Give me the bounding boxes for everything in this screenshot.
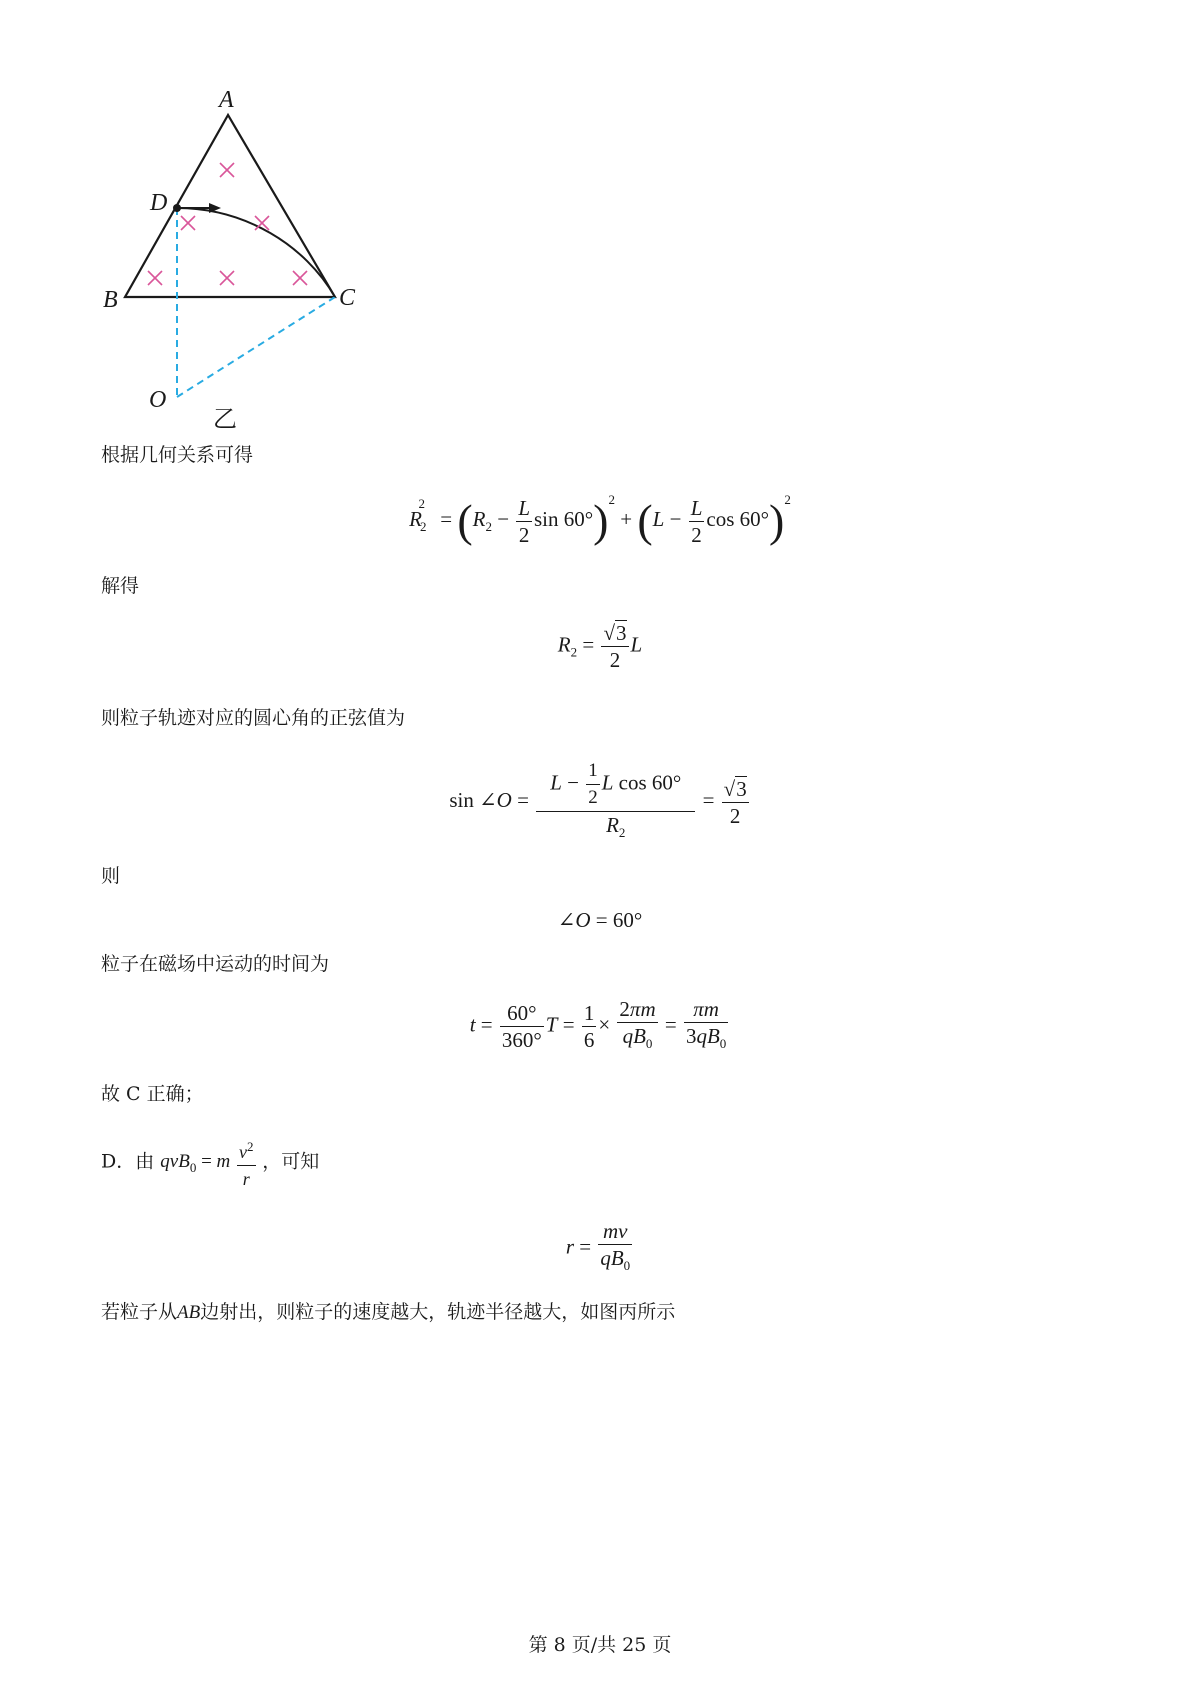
paragraph-7-prefix: D．由 bbox=[101, 1150, 155, 1173]
paragraph-4: 则 bbox=[101, 865, 121, 887]
paragraph-1: 根据几何关系可得 bbox=[101, 444, 254, 466]
equation-time: t = $\frac{60^\circ}{360^\circ}$ T = $\frac{1}{6}$ × $\frac{2\pi m}{qB_0}$ = $\frac{\pi m}{3qB_0}$ bbox=[469, 997, 727, 1053]
field-mark bbox=[148, 271, 162, 285]
dashed-line-oc bbox=[177, 297, 335, 397]
paragraph-8-post: 边射出，则粒子的速度越大，轨迹半径越大，如图丙所示 bbox=[200, 1301, 676, 1323]
equation-r2-value: $R_2$ = $\frac{√3}{2}$ L bbox=[557, 621, 643, 672]
field-mark bbox=[293, 271, 307, 285]
label-o: O bbox=[149, 387, 167, 413]
page-number: 第 8 页/共 25 页 bbox=[528, 1634, 672, 1656]
paragraph-3: 则粒子轨迹对应的圆心角的正弦值为 bbox=[101, 707, 406, 729]
paragraph-8 bbox=[101, 1300, 675, 1325]
paragraph-5: 粒子在磁场中运动的时间为 bbox=[101, 953, 330, 975]
label-c: C bbox=[339, 285, 356, 311]
paragraph-8-pre: 若粒子从 bbox=[101, 1301, 178, 1323]
field-marks bbox=[148, 163, 307, 285]
label-d: D bbox=[150, 190, 168, 216]
figure-caption: 乙 bbox=[213, 405, 237, 433]
equation-angle-o: ∠O = 60° bbox=[557, 908, 643, 932]
equation-radius: r = $\frac{mv}{qB_0}$ bbox=[565, 1219, 631, 1274]
equation-r2-squared: $R_2^2 = (R_2$ − $\frac{L}{2}$ sin 60°)$^2$ + (L − $\frac{L}{2}$ cos 60°)$^2$ bbox=[409, 492, 791, 547]
field-mark bbox=[220, 163, 234, 177]
figure-triangle-diagram bbox=[95, 85, 395, 435]
label-b: B bbox=[103, 287, 118, 313]
field-mark bbox=[220, 271, 234, 285]
paragraph-2: 解得 bbox=[101, 575, 140, 597]
paragraph-7-suffix: ，可知 bbox=[262, 1150, 320, 1173]
paragraph-6: 故 C 正确； bbox=[101, 1083, 204, 1105]
paragraph-8-ab: AB bbox=[177, 1302, 201, 1323]
label-a: A bbox=[219, 87, 234, 113]
paragraph-7: D．由 qvB$_0$ = m $\frac{v^2}{r}$ ，可知 bbox=[101, 1134, 319, 1192]
trajectory-arc bbox=[177, 208, 335, 297]
field-mark bbox=[181, 216, 195, 230]
point-d bbox=[173, 204, 181, 212]
equation-sin-o: sin ∠O = L − $\frac{1}{2}$ L cos 60° $R_2$ = $\frac{√3}{2}$ bbox=[449, 760, 747, 841]
